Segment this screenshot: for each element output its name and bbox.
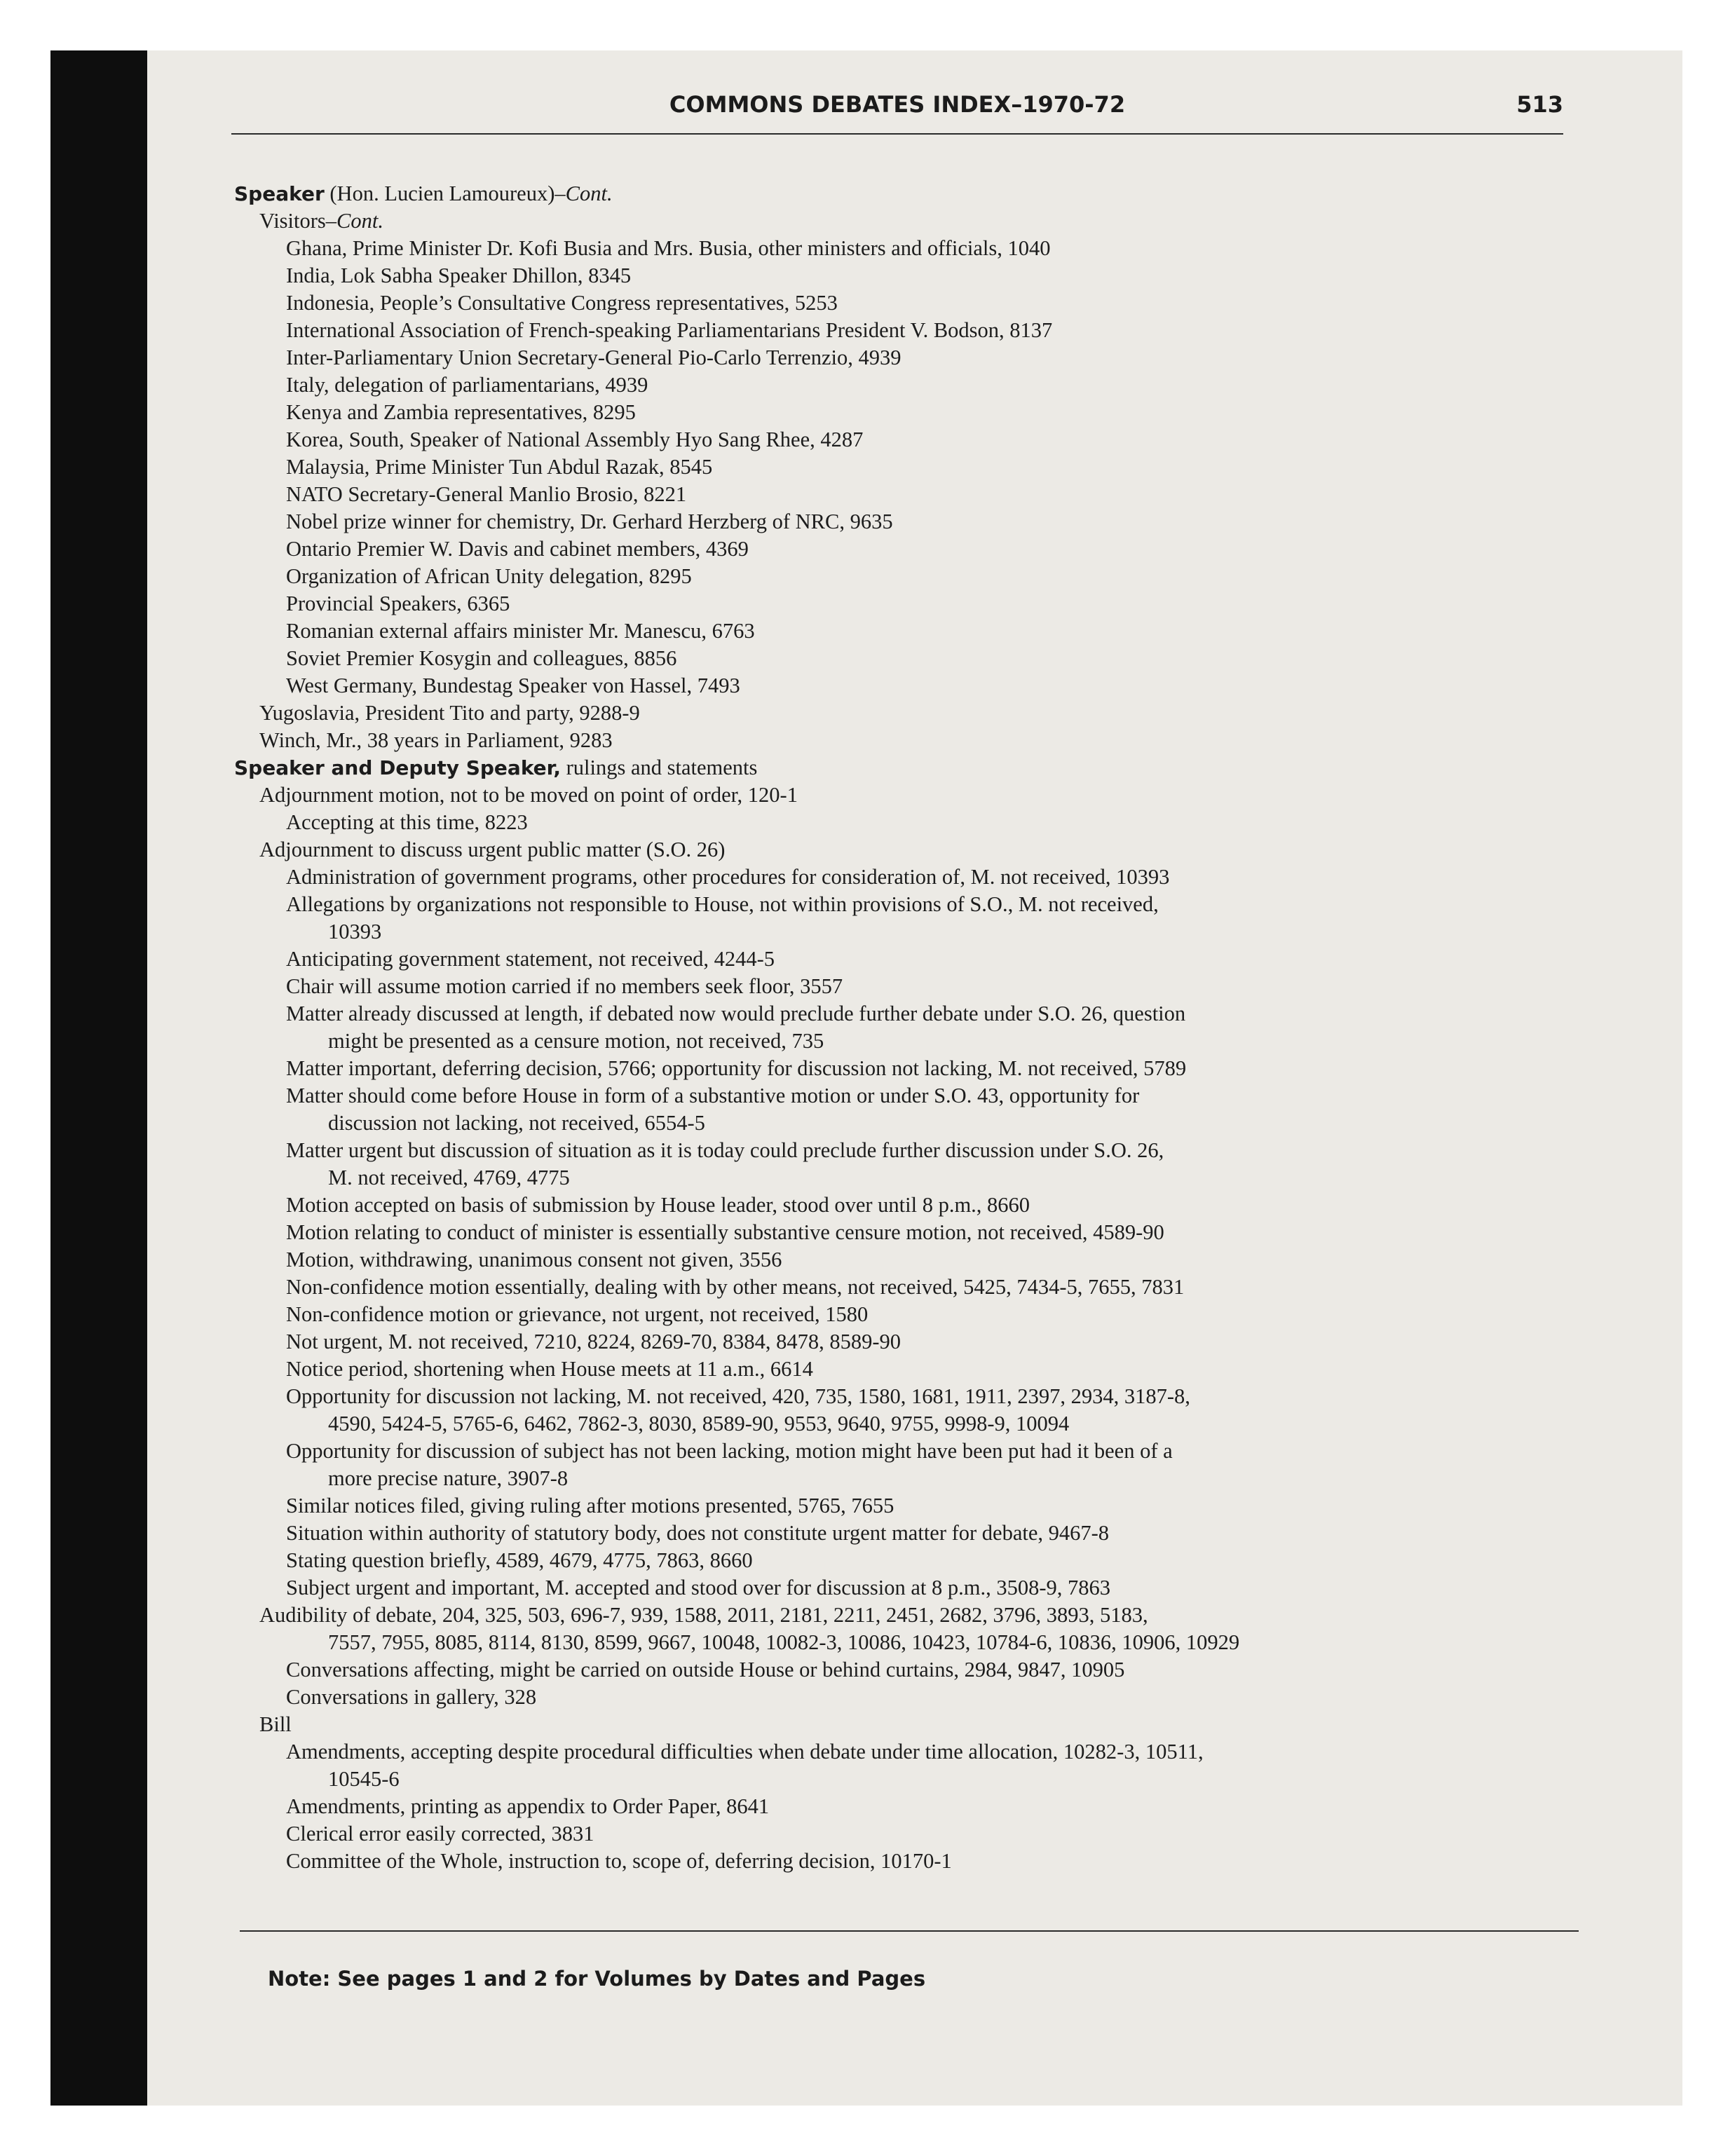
index-entry bbox=[234, 453, 1580, 481]
index-entry bbox=[234, 1520, 1580, 1547]
entry-text: International Association of French-speaking Parliamentarians President V. Bodson, 8137 bbox=[286, 318, 1053, 342]
entry-text: Indonesia, People’s Consultative Congress representatives, 5253 bbox=[286, 291, 838, 315]
index-entry bbox=[234, 344, 1580, 371]
index-entry bbox=[234, 1356, 1580, 1383]
entry-text: (Hon. Lucien Lamoureux)– bbox=[324, 182, 566, 205]
entry-text: Kenya and Zambia representatives, 8295 bbox=[286, 400, 636, 424]
entry-text: Ontario Premier W. Davis and cabinet members, 4369 bbox=[286, 537, 749, 561]
index-entry bbox=[234, 1000, 1580, 1028]
entry-text: West Germany, Bundestag Speaker von Hassel, 7493 bbox=[286, 674, 740, 697]
entry-text: Opportunity for discussion of subject has not been lacking, motion might have been put had it been of a bbox=[286, 1439, 1173, 1463]
index-entry bbox=[234, 973, 1580, 1000]
index-entry bbox=[234, 864, 1580, 891]
index-entry bbox=[234, 672, 1580, 700]
index-entry bbox=[234, 1438, 1580, 1465]
entry-text: Matter urgent but discussion of situation as it is today could preclude further discussion under S.O. 26, bbox=[286, 1138, 1164, 1162]
entry-text: Notice period, shortening when House meets at 11 a.m., 6614 bbox=[286, 1357, 813, 1381]
entry-text: Clerical error easily corrected, 3831 bbox=[286, 1822, 594, 1845]
entry-text: Amendments, accepting despite procedural difficulties when debate under time allocation, 10282-3, 10511, bbox=[286, 1740, 1204, 1763]
entry-text: Conversations affecting, might be carried on outside House or behind curtains, 2984, 9847, 10905 bbox=[286, 1658, 1125, 1681]
header-rule bbox=[231, 133, 1563, 135]
entry-text: Matter should come before House in form of a substantive motion or under S.O. 43, opportunity for bbox=[286, 1084, 1140, 1107]
entry-text: Adjournment motion, not to be moved on point of order, 120-1 bbox=[259, 783, 798, 807]
entry-text: Soviet Premier Kosygin and colleagues, 8856 bbox=[286, 646, 677, 670]
index-entry bbox=[234, 1602, 1580, 1629]
index-entry bbox=[234, 590, 1580, 618]
entry-text: Provincial Speakers, 6365 bbox=[286, 592, 510, 615]
entry-text: Visitors– bbox=[259, 209, 337, 233]
index-entry bbox=[234, 1738, 1580, 1766]
entry-text: M. not received, 4769, 4775 bbox=[328, 1166, 570, 1189]
entry-text: Not urgent, M. not received, 7210, 8224, 8269-70, 8384, 8478, 8589-90 bbox=[286, 1330, 901, 1353]
index-entry bbox=[234, 535, 1580, 563]
index-entry bbox=[234, 946, 1580, 973]
index-entry bbox=[234, 1656, 1580, 1684]
index-entry bbox=[234, 700, 1580, 727]
running-title: COMMONS DEBATES INDEX–1970-72 bbox=[669, 91, 1126, 118]
index-entry bbox=[234, 1492, 1580, 1520]
footer-rule bbox=[240, 1930, 1579, 1932]
entry-text: Korea, South, Speaker of National Assembly Hyo Sang Rhee, 4287 bbox=[286, 428, 864, 451]
entry-text: Allegations by organizations not responsible to House, not within provisions of S.O., M. not received, bbox=[286, 892, 1159, 916]
index-entry bbox=[234, 645, 1580, 672]
entry-text: rulings and statements bbox=[561, 756, 758, 779]
entry-text: Subject urgent and important, M. accepted and stood over for discussion at 8 p.m., 3508-9, 7863 bbox=[286, 1576, 1111, 1599]
page-header bbox=[231, 91, 1563, 126]
index-entry bbox=[234, 481, 1580, 508]
index-entry bbox=[234, 1848, 1580, 1875]
entry-text: Amendments, printing as appendix to Order Paper, 8641 bbox=[286, 1794, 770, 1818]
index-entry bbox=[234, 1711, 1580, 1738]
entry-text: Committee of the Whole, instruction to, scope of, deferring decision, 10170-1 bbox=[286, 1849, 952, 1873]
index-entry bbox=[234, 1274, 1580, 1301]
index-continuation bbox=[234, 1465, 1580, 1492]
index-entry bbox=[234, 809, 1580, 836]
index-entry bbox=[234, 235, 1580, 262]
index-entries bbox=[234, 180, 1580, 1875]
entry-text: Romanian external affairs minister Mr. Manescu, 6763 bbox=[286, 619, 755, 643]
entry-text: more precise nature, 3907-8 bbox=[328, 1466, 569, 1490]
index-entry bbox=[234, 1246, 1580, 1274]
entry-text: Organization of African Unity delegation, 8295 bbox=[286, 564, 692, 588]
index-heading bbox=[234, 754, 1580, 782]
index-entry bbox=[234, 727, 1580, 754]
index-entry bbox=[234, 1574, 1580, 1602]
index-entry bbox=[234, 262, 1580, 289]
index-entry bbox=[234, 1820, 1580, 1848]
continued-marker: Cont. bbox=[565, 182, 613, 205]
entry-text: India, Lok Sabha Speaker Dhillon, 8345 bbox=[286, 264, 632, 287]
entry-text: Similar notices filed, giving ruling after motions presented, 5765, 7655 bbox=[286, 1494, 894, 1517]
entry-text: Non-confidence motion essentially, dealing with by other means, not received, 5425, 7434-5, 7655, 7831 bbox=[286, 1275, 1185, 1299]
index-continuation bbox=[234, 1164, 1580, 1192]
scanned-page bbox=[50, 50, 1682, 2106]
index-entry bbox=[234, 891, 1580, 918]
entry-text: Bill bbox=[259, 1712, 292, 1736]
index-entry bbox=[234, 1383, 1580, 1410]
index-entry bbox=[234, 1192, 1580, 1219]
index-continuation bbox=[234, 1766, 1580, 1793]
entry-text: 10393 bbox=[328, 920, 382, 943]
entry-text: Conversations in gallery, 328 bbox=[286, 1685, 537, 1709]
heading-term: Speaker bbox=[234, 182, 325, 205]
page-number: 513 bbox=[1516, 91, 1563, 118]
index-entry bbox=[234, 1793, 1580, 1820]
index-entry bbox=[234, 1301, 1580, 1328]
entry-text: Malaysia, Prime Minister Tun Abdul Razak, 8545 bbox=[286, 455, 713, 479]
index-entry bbox=[234, 1082, 1580, 1110]
continued-marker: Cont. bbox=[336, 209, 383, 233]
index-entry bbox=[234, 1547, 1580, 1574]
entry-text: Yugoslavia, President Tito and party, 9288-9 bbox=[259, 701, 640, 725]
index-entry bbox=[234, 1219, 1580, 1246]
entry-text: NATO Secretary-General Manlio Brosio, 8221 bbox=[286, 482, 687, 506]
entry-text: Chair will assume motion carried if no members seek floor, 3557 bbox=[286, 974, 843, 998]
index-entry bbox=[234, 836, 1580, 864]
entry-text: Accepting at this time, 8223 bbox=[286, 810, 528, 834]
entry-text: Anticipating government statement, not received, 4244-5 bbox=[286, 947, 775, 971]
index-entry bbox=[234, 563, 1580, 590]
index-continuation bbox=[234, 1629, 1580, 1656]
index-entry bbox=[234, 1328, 1580, 1356]
index-entry bbox=[234, 1137, 1580, 1164]
entry-text: Matter already discussed at length, if debated now would preclude further debate under S.O. 26, question bbox=[286, 1002, 1186, 1025]
entry-text: Motion relating to conduct of minister is essentially substantive censure motion, not received, 4589-90 bbox=[286, 1220, 1164, 1244]
entry-text: 10545-6 bbox=[328, 1767, 400, 1791]
index-continuation bbox=[234, 1028, 1580, 1055]
heading-term: Speaker and Deputy Speaker, bbox=[234, 756, 562, 779]
index-entry bbox=[234, 399, 1580, 426]
entry-text: Ghana, Prime Minister Dr. Kofi Busia and Mrs. Busia, other ministers and officials, 1040 bbox=[286, 236, 1051, 260]
index-heading bbox=[234, 180, 1580, 207]
entry-text: Stating question briefly, 4589, 4679, 4775, 7863, 8660 bbox=[286, 1548, 753, 1572]
index-entry bbox=[234, 1684, 1580, 1711]
index-continuation bbox=[234, 1410, 1580, 1438]
index-continuation bbox=[234, 918, 1580, 946]
entry-text: Motion accepted on basis of submission by House leader, stood over until 8 p.m., 8660 bbox=[286, 1193, 1030, 1217]
index-entry bbox=[234, 317, 1580, 344]
entry-text: Inter-Parliamentary Union Secretary-General Pio-Carlo Terrenzio, 4939 bbox=[286, 346, 901, 369]
entry-text: Italy, delegation of parliamentarians, 4939 bbox=[286, 373, 648, 397]
entry-text: Nobel prize winner for chemistry, Dr. Gerhard Herzberg of NRC, 9635 bbox=[286, 510, 893, 533]
entry-text: Motion, withdrawing, unanimous consent not given, 3556 bbox=[286, 1248, 782, 1271]
entry-text: Non-confidence motion or grievance, not urgent, not received, 1580 bbox=[286, 1302, 869, 1326]
entry-text: 7557, 7955, 8085, 8114, 8130, 8599, 9667, 10048, 10082-3, 10086, 10423, 10784-6, 10836, 10906, 10929 bbox=[328, 1630, 1240, 1654]
entry-text: Administration of government programs, other procedures for consideration of, M. not received, 10393 bbox=[286, 865, 1170, 889]
entry-text: might be presented as a censure motion, not received, 735 bbox=[328, 1029, 824, 1053]
index-entry bbox=[234, 508, 1580, 535]
binding-edge bbox=[50, 50, 147, 2106]
index-entry bbox=[234, 618, 1580, 645]
index-entry bbox=[234, 207, 1580, 235]
index-entry bbox=[234, 371, 1580, 399]
index-continuation bbox=[234, 1110, 1580, 1137]
index-entry bbox=[234, 782, 1580, 809]
index-entry bbox=[234, 426, 1580, 453]
entry-text: Audibility of debate, 204, 325, 503, 696-7, 939, 1588, 2011, 2181, 2211, 2451, 2682, 3796, 3893, 5183, bbox=[259, 1603, 1148, 1627]
entry-text: Adjournment to discuss urgent public matter (S.O. 26) bbox=[259, 838, 726, 861]
entry-text: discussion not lacking, not received, 6554-5 bbox=[328, 1111, 705, 1135]
index-entry bbox=[234, 1055, 1580, 1082]
entry-text: Matter important, deferring decision, 5766; opportunity for discussion not lacking, M. not received, 5789 bbox=[286, 1056, 1187, 1080]
entry-text: 4590, 5424-5, 5765-6, 6462, 7862-3, 8030, 8589-90, 9553, 9640, 9755, 9998-9, 10094 bbox=[328, 1412, 1070, 1435]
entry-text: Winch, Mr., 38 years in Parliament, 9283 bbox=[259, 728, 613, 752]
entry-text: Opportunity for discussion not lacking, M. not received, 420, 735, 1580, 1681, 1911, 2397, 2934, 3187-8, bbox=[286, 1384, 1190, 1408]
entry-text: Situation within authority of statutory body, does not constitute urgent matter for debate, 9467-8 bbox=[286, 1521, 1110, 1545]
footer-note: Note: See pages 1 and 2 for Volumes by Dates and Pages bbox=[268, 1967, 926, 1991]
index-entry bbox=[234, 289, 1580, 317]
